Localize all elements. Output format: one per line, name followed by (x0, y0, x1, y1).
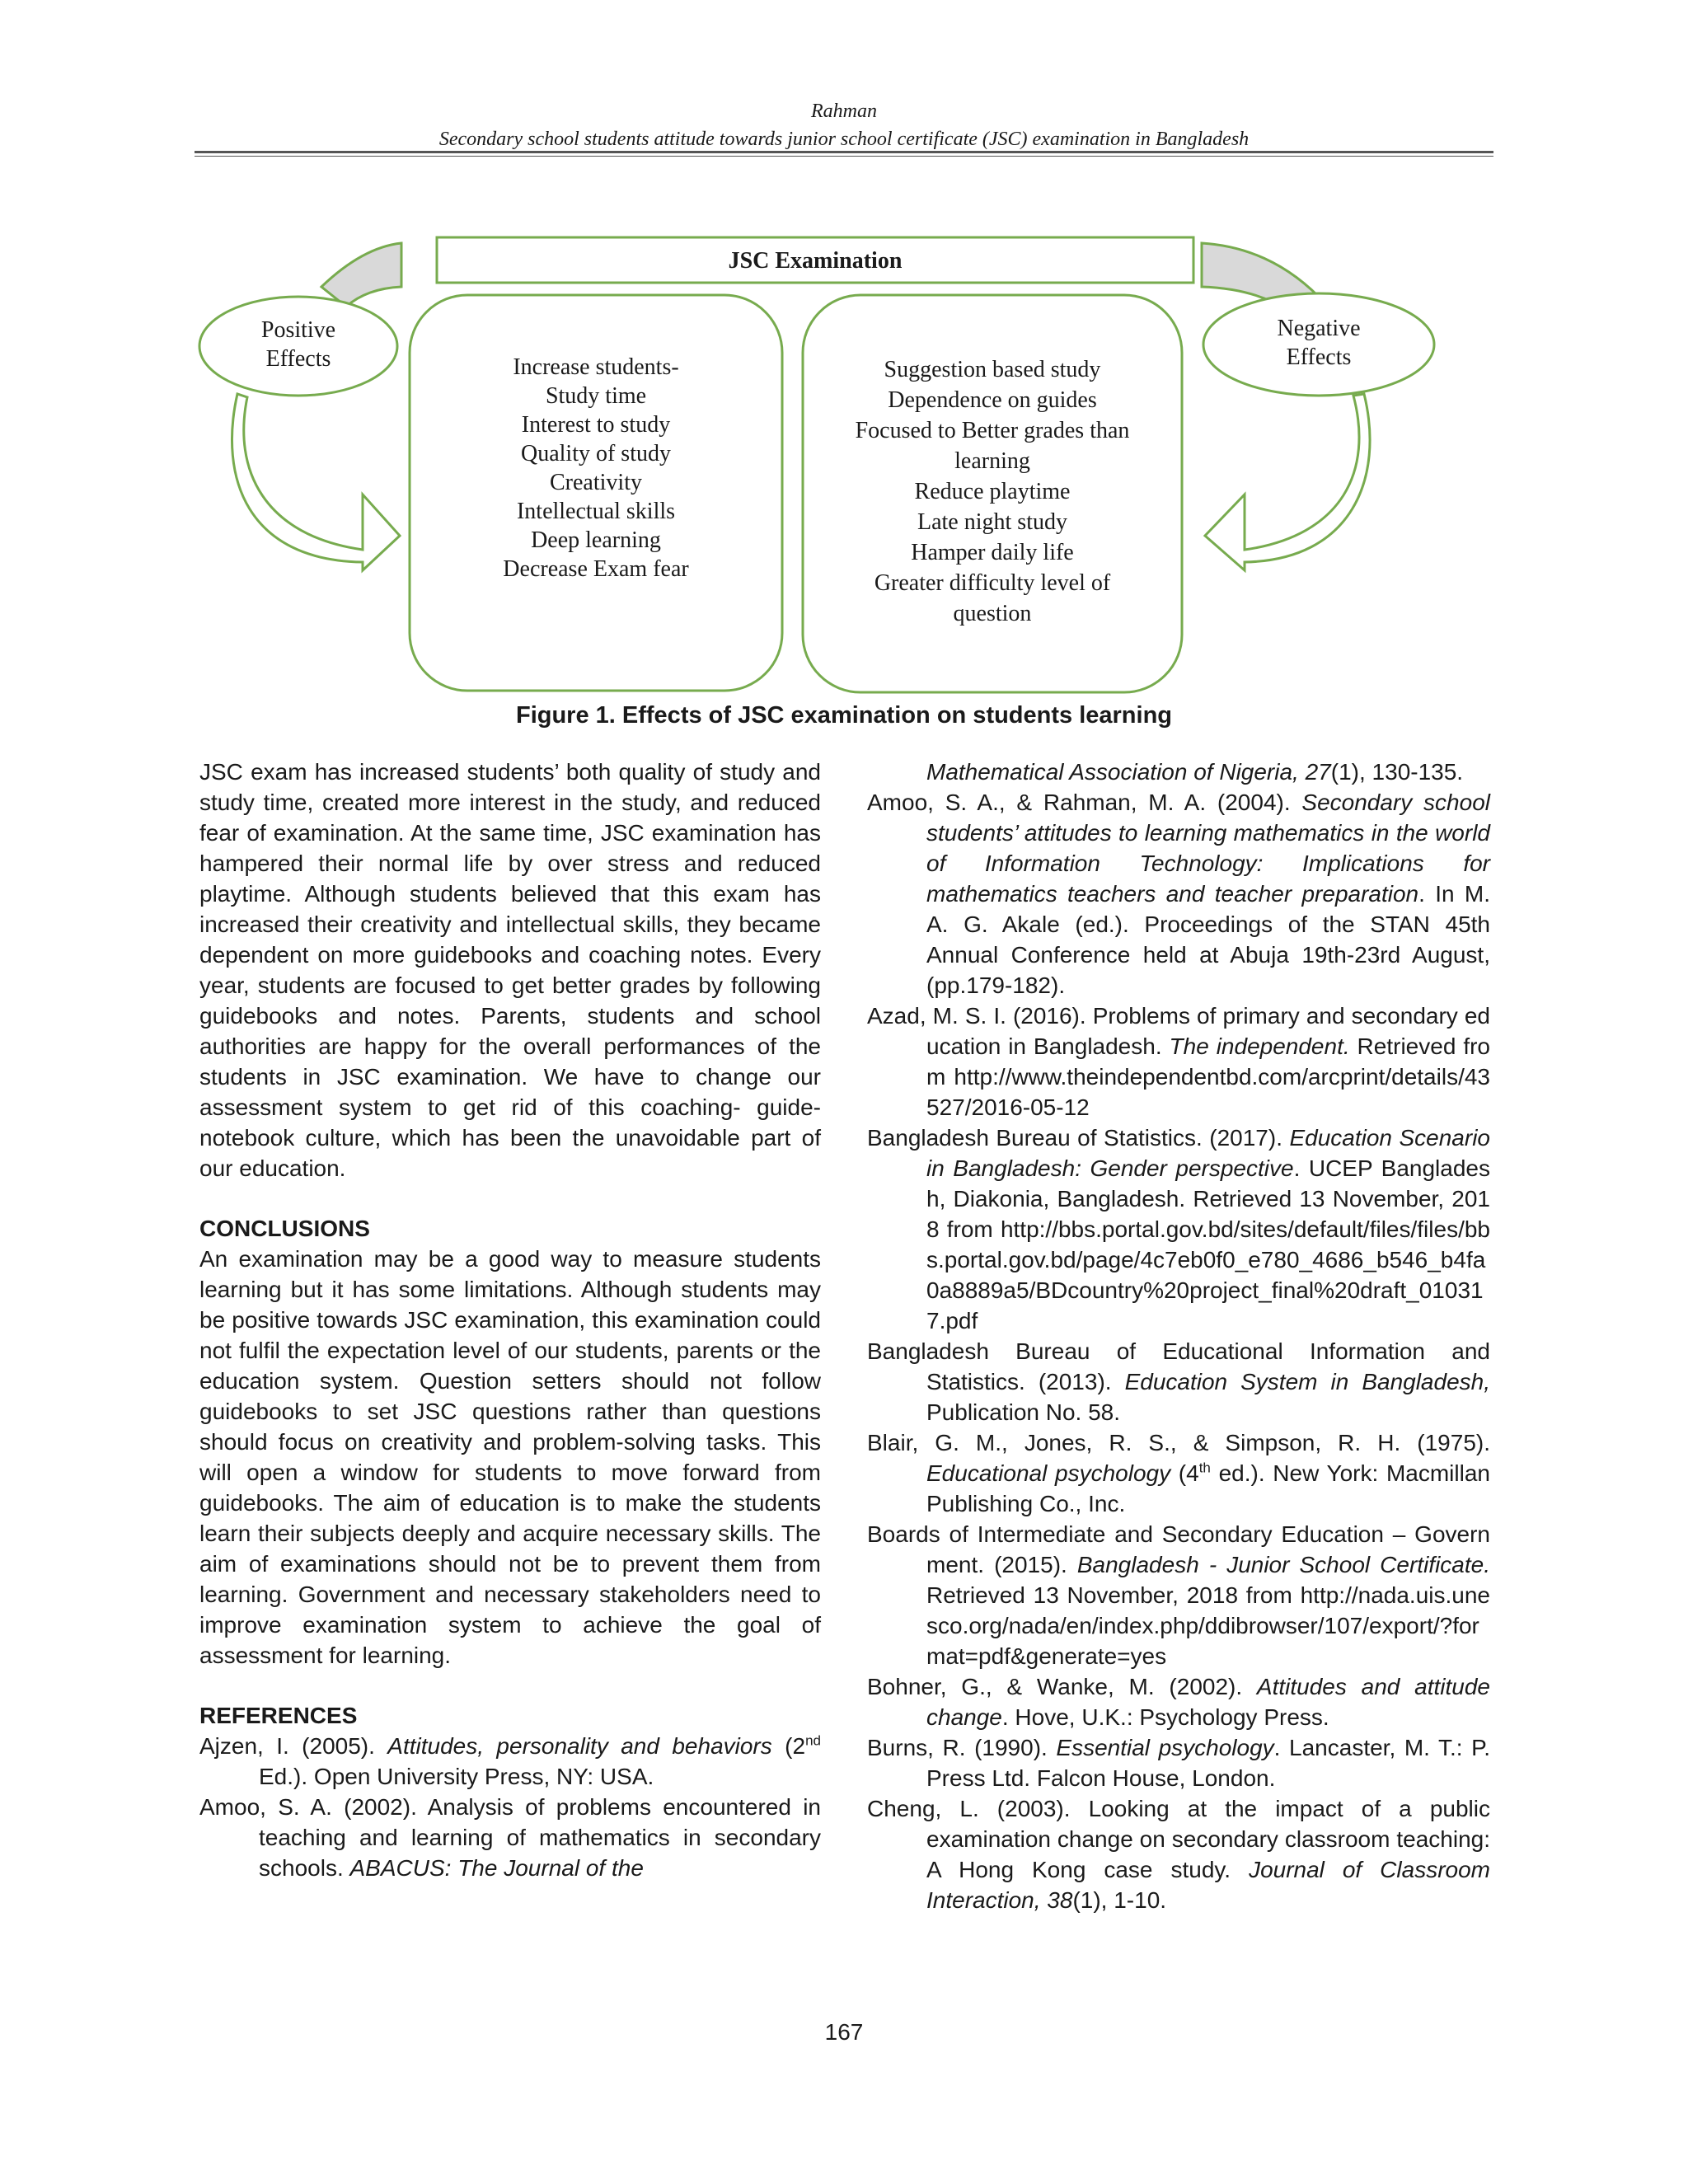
positive-item: Increase students- (513, 354, 679, 380)
ref-text: Amoo, S. A. (2002). Analysis of problems encountered in teaching and learning of mathematics in secondary schools. (199, 1794, 821, 1881)
ref-text: Retrieved from http://www.theindependentbd.com/arcprint/details/43527/2016-05-12 (926, 1033, 1490, 1120)
header-title: Secondary school students attitude towards junior school certificate (JSC) examination in Bangladesh (438, 129, 1250, 150)
positive-item: Creativity (550, 470, 642, 495)
ref-title: Educational psychology (926, 1460, 1171, 1486)
ref-title: ABACUS: The Journal of the (349, 1855, 644, 1881)
reference-amoo-2004 (867, 787, 1490, 1001)
negative-label (1203, 314, 1434, 372)
negative-label-line: Negative (1277, 316, 1361, 341)
ref-text: . Hove, U.K.: Psychology Press. (1001, 1704, 1329, 1730)
conclusions-paragraph: An examination may be a good way to measure students learning but it has some limitations. Although students may be positive towards JSC examination, this examination could not fulfil the expectation level of our students, parents or the education system. Question setters should not follow guidebooks to set JSC questions rather than questions should focus on creativity and problem-solving tasks. This will open a window for students to move forward from guidebooks. The aim of education is to make the students learn their subjects deeply and acquire necessary skills. The aim of examinations should not be to prevent them from learning. Government and necessary stakeholders need to improve examination system to achieve the goal of assessment for learning. (199, 1246, 821, 1668)
negative-item: Reduce playtime (914, 479, 1071, 504)
ref-text: (1), 130-135. (1330, 759, 1464, 785)
ref-text: Ed.). Open University Press, NY: USA. (259, 1764, 654, 1789)
conclusions-heading: CONCLUSIONS (199, 1216, 370, 1241)
left-curved-arrow (232, 394, 400, 570)
positive-label-line: Positive (260, 317, 336, 343)
ref-sup: th (1198, 1460, 1211, 1476)
positive-effects-list (410, 353, 782, 583)
reference-azad (867, 1001, 1490, 1122)
ref-title: Bangladesh - Junior School Certificate. (1076, 1552, 1490, 1577)
positive-item: Intellectual skills (516, 499, 676, 524)
reference-boards (867, 1519, 1490, 1671)
negative-item: Hamper daily life (911, 540, 1074, 565)
positive-item: Deep learning (531, 527, 661, 553)
right-curved-arrow (1205, 394, 1370, 570)
ref-text: ed.). New York: Macmillan Publishing Co., Inc. (926, 1460, 1490, 1516)
ref-title: Education Scenario in Bangladesh: Gender perspective (926, 1125, 1490, 1181)
negative-label-line: Effects (1286, 344, 1352, 370)
ref-title: Attitudes and attitude change (926, 1674, 1490, 1730)
figure-caption: Figure 1. Effects of JSC examination on students learning (515, 702, 1173, 729)
positive-label (199, 316, 397, 373)
ref-text: . In M. A. G. Akale (ed.). Proceedings of the STAN 45th Annual Conference held at Abuja 19th-23rd August, (pp.179-182). (926, 881, 1491, 998)
references-heading: REFERENCES (199, 1703, 358, 1728)
ref-title: Journal of Classroom Interaction, 38 (926, 1857, 1490, 1913)
negative-item: Focused to Better grades than (855, 418, 1130, 443)
ref-text: Burns, R. (1990). (867, 1735, 1057, 1760)
ref-text: (4 (1170, 1460, 1199, 1486)
ref-title: The independent. (1169, 1033, 1350, 1059)
reference-amoo-2002-continued (867, 757, 1490, 787)
right-column (867, 757, 1490, 1915)
ref-text: Bangladesh Bureau of Educational Information and Statistics. (2013). (867, 1338, 1490, 1394)
reference-bohner (867, 1671, 1490, 1732)
negative-item: Suggestion based study (884, 357, 1101, 382)
positive-item: Quality of study (521, 441, 671, 466)
reference-bbs (867, 1122, 1490, 1336)
page-number: 167 (824, 2019, 864, 2045)
ref-title: Education System in Bangladesh, (1124, 1369, 1491, 1394)
reference-cheng (867, 1793, 1490, 1915)
ref-title: Mathematical Association of Nigeria, 27 (926, 759, 1331, 785)
left-column (199, 757, 821, 1883)
positive-item: Interest to study (521, 412, 671, 438)
negative-item: learning (954, 448, 1030, 474)
ref-text: Bohner, G., & Wanke, M. (2002). (867, 1674, 1257, 1699)
ref-text: (1), 1-10. (1072, 1887, 1167, 1913)
reference-ajzen (199, 1731, 821, 1792)
ref-title: Secondary school students’ attitudes to learning mathematics in the world of Information Technology: Implications for mathematics teachers and teacher preparation (926, 790, 1490, 907)
reference-burns (867, 1732, 1490, 1793)
ref-text: Blair, G. M., Jones, R. S., & Simpson, R. H. (1975). (867, 1430, 1490, 1455)
header-author: Rahman (811, 101, 877, 122)
discussion-paragraph: JSC exam has increased students’ both quality of study and study time, created more interest in the study, and reduced fear of examination. At the same time, JSC examination has hampered their normal life by over stress and reduced playtime. Although students believed that this exam has increased their creativity and intellectual skills, they became dependent on more guidebooks and coaching notes. Every year, students are focused to get better grades by following guidebooks and notes. Parents, students and school authorities are happy for the overall performances of the students in JSC examination. We have to change our assessment system to get rid of this coaching- guide-notebook culture, which has been the unavoidable part of our education. (199, 759, 821, 1181)
positive-item: Study time (545, 383, 647, 409)
ref-text: . Lancaster, M. T.: P. Press Ltd. Falcon House, London. (926, 1735, 1490, 1791)
figure-title: JSC Examination (728, 248, 903, 274)
negative-effects-list (803, 354, 1182, 629)
ref-title: Attitudes, personality and behaviors (387, 1733, 772, 1759)
ref-sup: nd (805, 1732, 821, 1749)
reference-banbeis (867, 1336, 1490, 1427)
ref-text: Azad, M. S. I. (2016). Problems of primary and secondary education in Bangladesh. (867, 1003, 1490, 1059)
ref-text: Retrieved 13 November, 2018 from http://nada.uis.unesco.org/nada/en/index.php/ddibrowser/107/export/?format=pdf&generate=yes (926, 1582, 1490, 1669)
ref-text: Cheng, L. (2003). Looking at the impact of a public examination change on secondary classroom teaching: A Hong Kong case study. (867, 1796, 1490, 1882)
negative-item: question (953, 601, 1032, 626)
ref-text: Boards of Intermediate and Secondary Education – Government. (2015). (867, 1521, 1490, 1577)
negative-item: Late night study (917, 509, 1067, 535)
ref-text: Ajzen, I. (2005). (199, 1733, 388, 1759)
ref-text: . UCEP Bangladesh, Diakonia, Bangladesh. Retrieved 13 November, 2018 from http://bbs.portal.gov.bd/sites/default/files/files/bbs.portal.gov.bd/page/4c7eb0f0_e780_4686_b546_b4fa0a8889a5/BDcountry%20project_final%20draft_010317.pdf (926, 1155, 1490, 1333)
ref-text: Bangladesh Bureau of Statistics. (2017). (867, 1125, 1290, 1151)
ref-text: (2 (771, 1733, 806, 1759)
positive-label-line: Effects (265, 346, 331, 372)
ref-text: Amoo, S. A., & Rahman, M. A. (2004). (867, 790, 1302, 815)
ref-text: Publication No. 58. (926, 1399, 1121, 1425)
ref-title: Essential psychology (1056, 1735, 1274, 1760)
negative-item: Dependence on guides (888, 387, 1097, 413)
positive-item: Decrease Exam fear (503, 556, 689, 582)
reference-blair (867, 1427, 1490, 1519)
left-connector-shape (321, 243, 401, 307)
figure-1 (0, 0, 1688, 742)
negative-item: Greater difficulty level of (874, 570, 1111, 596)
reference-amoo-2002 (199, 1792, 821, 1883)
